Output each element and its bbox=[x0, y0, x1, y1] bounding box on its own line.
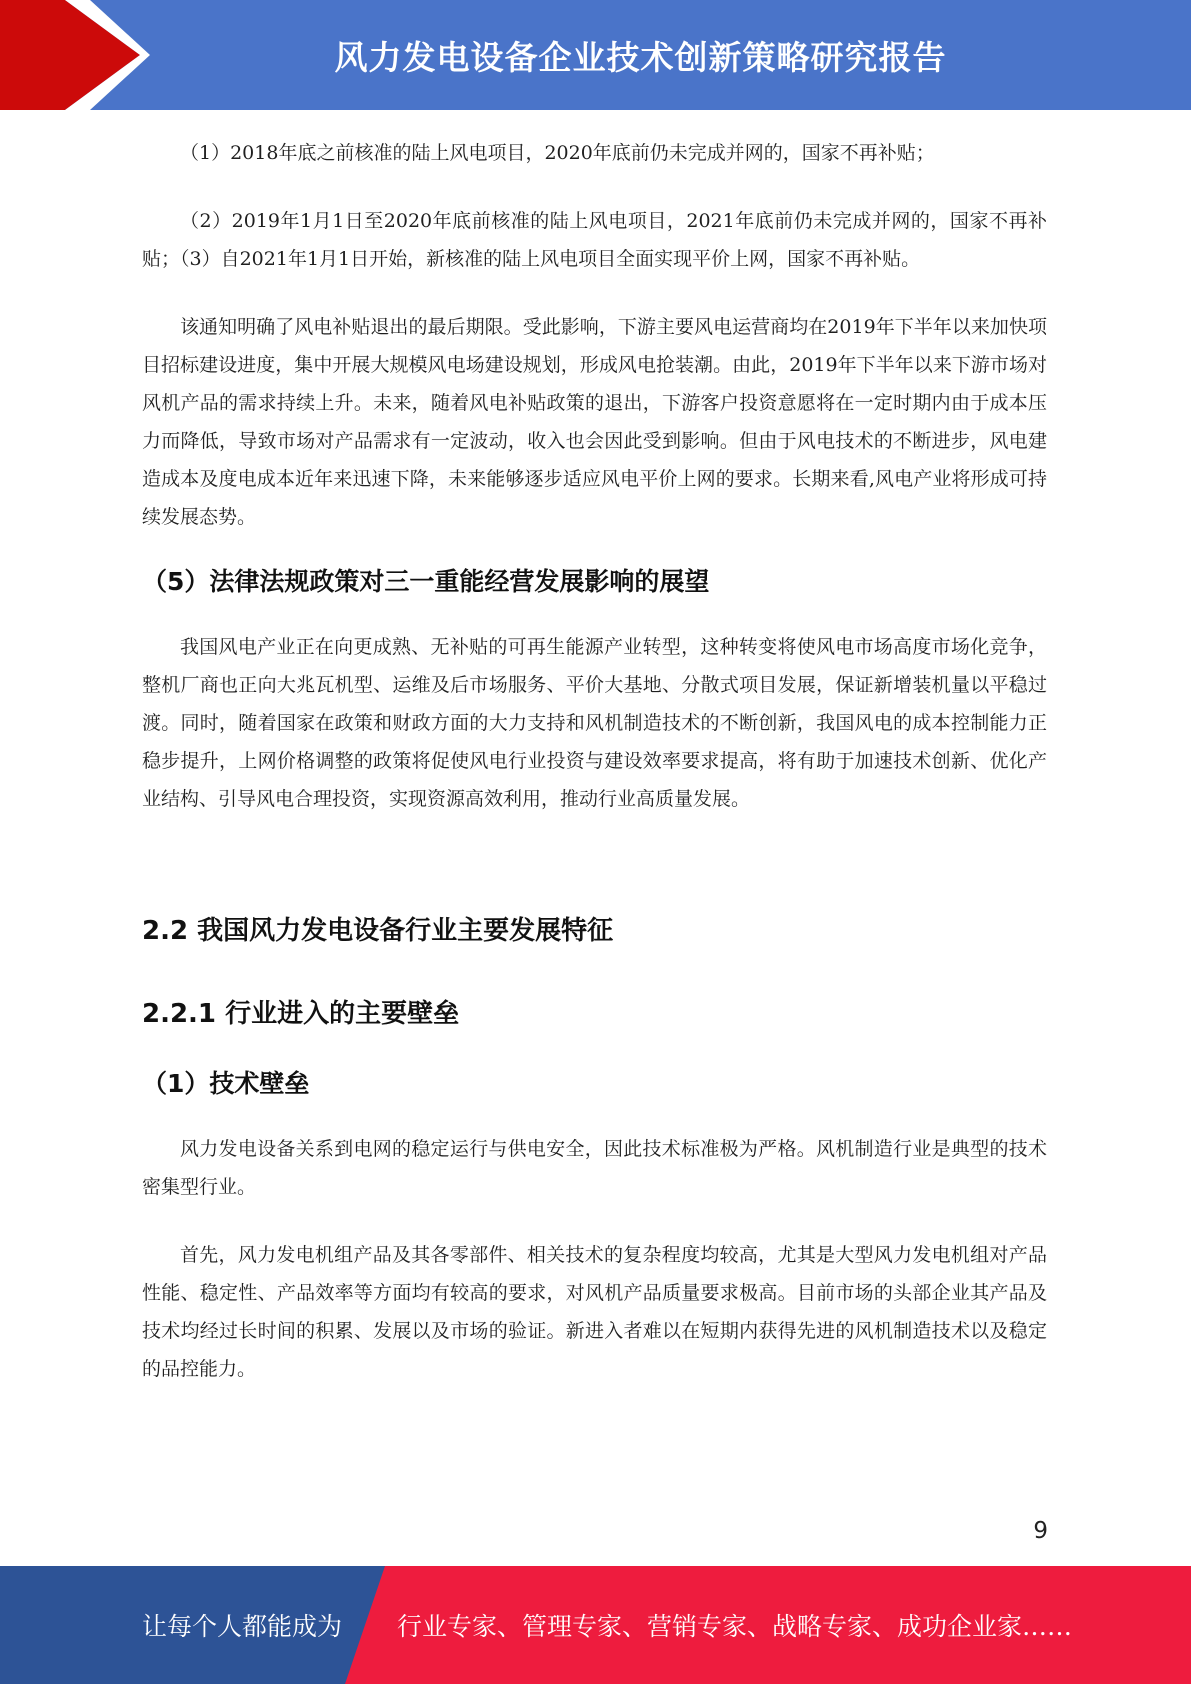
page-footer bbox=[0, 1566, 1191, 1684]
page-number: 9 bbox=[1033, 1518, 1048, 1544]
heading-tech-barrier: （1）技术壁垒 bbox=[142, 1069, 310, 1098]
footer-slogan-right: 行业专家、管理专家、营销专家、战略专家、成功企业家…… bbox=[397, 1612, 1073, 1641]
paragraph-industry-transition: 我国风电产业正在向更成熟、无补贴的可再生能源产业转型，这种转变将使风电市场高度市场化竞争，整机厂商也正向大兆瓦机型、运维及后市场服务、平价大基地、分散式项目发展，保证新增装机量以平稳过渡。同时，随着国家在政策和财政方面的大力支持和风机制造技术的不断创新，我国风电的成本控制能力正稳步提升，上网价格调整的政策将促使风电行业投资与建设效率要求提高，将有助于加速技术创新、优化产业结构、引导风电合理投资，实现资源高效利用，推动行业高质量发展。 bbox=[142, 636, 1047, 810]
paragraph-subsidy-2: （2）2019年1月1日至2020年底前核准的陆上风电项目，2021年底前仍未完成并网的，国家不再补贴；（3）自2021年1月1日开始，新核准的陆上风电项目全面实现平价上网，国家不再补贴。 bbox=[142, 210, 1047, 270]
paragraph-tech-standard: 风力发电设备关系到电网的稳定运行与供电安全，因此技术标准极为严格。风机制造行业是典型的技术密集型行业。 bbox=[142, 1138, 1047, 1198]
paragraph-subsidy-1: （1）2018年底之前核准的陆上风电项目，2020年底前仍未完成并网的，国家不再补贴； bbox=[180, 142, 935, 164]
heading-section-2-2: 2.2 我国风力发电设备行业主要发展特征 bbox=[142, 916, 614, 946]
header-chevron-icon bbox=[0, 0, 150, 110]
heading-policy-outlook: （5）法律法规政策对三一重能经营发展影响的展望 bbox=[142, 567, 710, 596]
paragraph-tech-complexity: 首先，风力发电机组产品及其各零部件、相关技术的复杂程度均较高，尤其是大型风力发电机组对产品性能、稳定性、产品效率等方面均有较高的要求，对风机产品质量要求极高。目前市场的头部企业其产品及技术均经过长时间的积累、发展以及市场的验证。新进入者难以在短期内获得先进的风机制造技术以及稳定的品控能力。 bbox=[142, 1244, 1047, 1380]
page-header bbox=[0, 0, 1191, 110]
heading-section-2-2-1: 2.2.1 行业进入的主要壁垒 bbox=[142, 999, 460, 1029]
document-body bbox=[142, 134, 1047, 1388]
paragraph-notice: 该通知明确了风电补贴退出的最后期限。受此影响，下游主要风电运营商均在2019年下半年以来加快项目招标建设进度，集中开展大规模风电场建设规划，形成风电抢装潮。由此，2019年下半年以来下游市场对风机产品的需求持续上升。未来，随着风电补贴政策的退出，下游客户投资意愿将在一定时期内由于成本压力而降低，导致市场对产品需求有一定波动，收入也会因此受到影响。但由于风电技术的不断进步，风电建造成本及度电成本近年来迅速下降，未来能够逐步适应风电平价上网的要求。长期来看,风电产业将形成可持续发展态势。 bbox=[142, 316, 1047, 528]
footer-slogan-left: 让每个人都能成为 bbox=[142, 1612, 343, 1641]
report-title: 风力发电设备企业技术创新策略研究报告 bbox=[334, 37, 947, 77]
